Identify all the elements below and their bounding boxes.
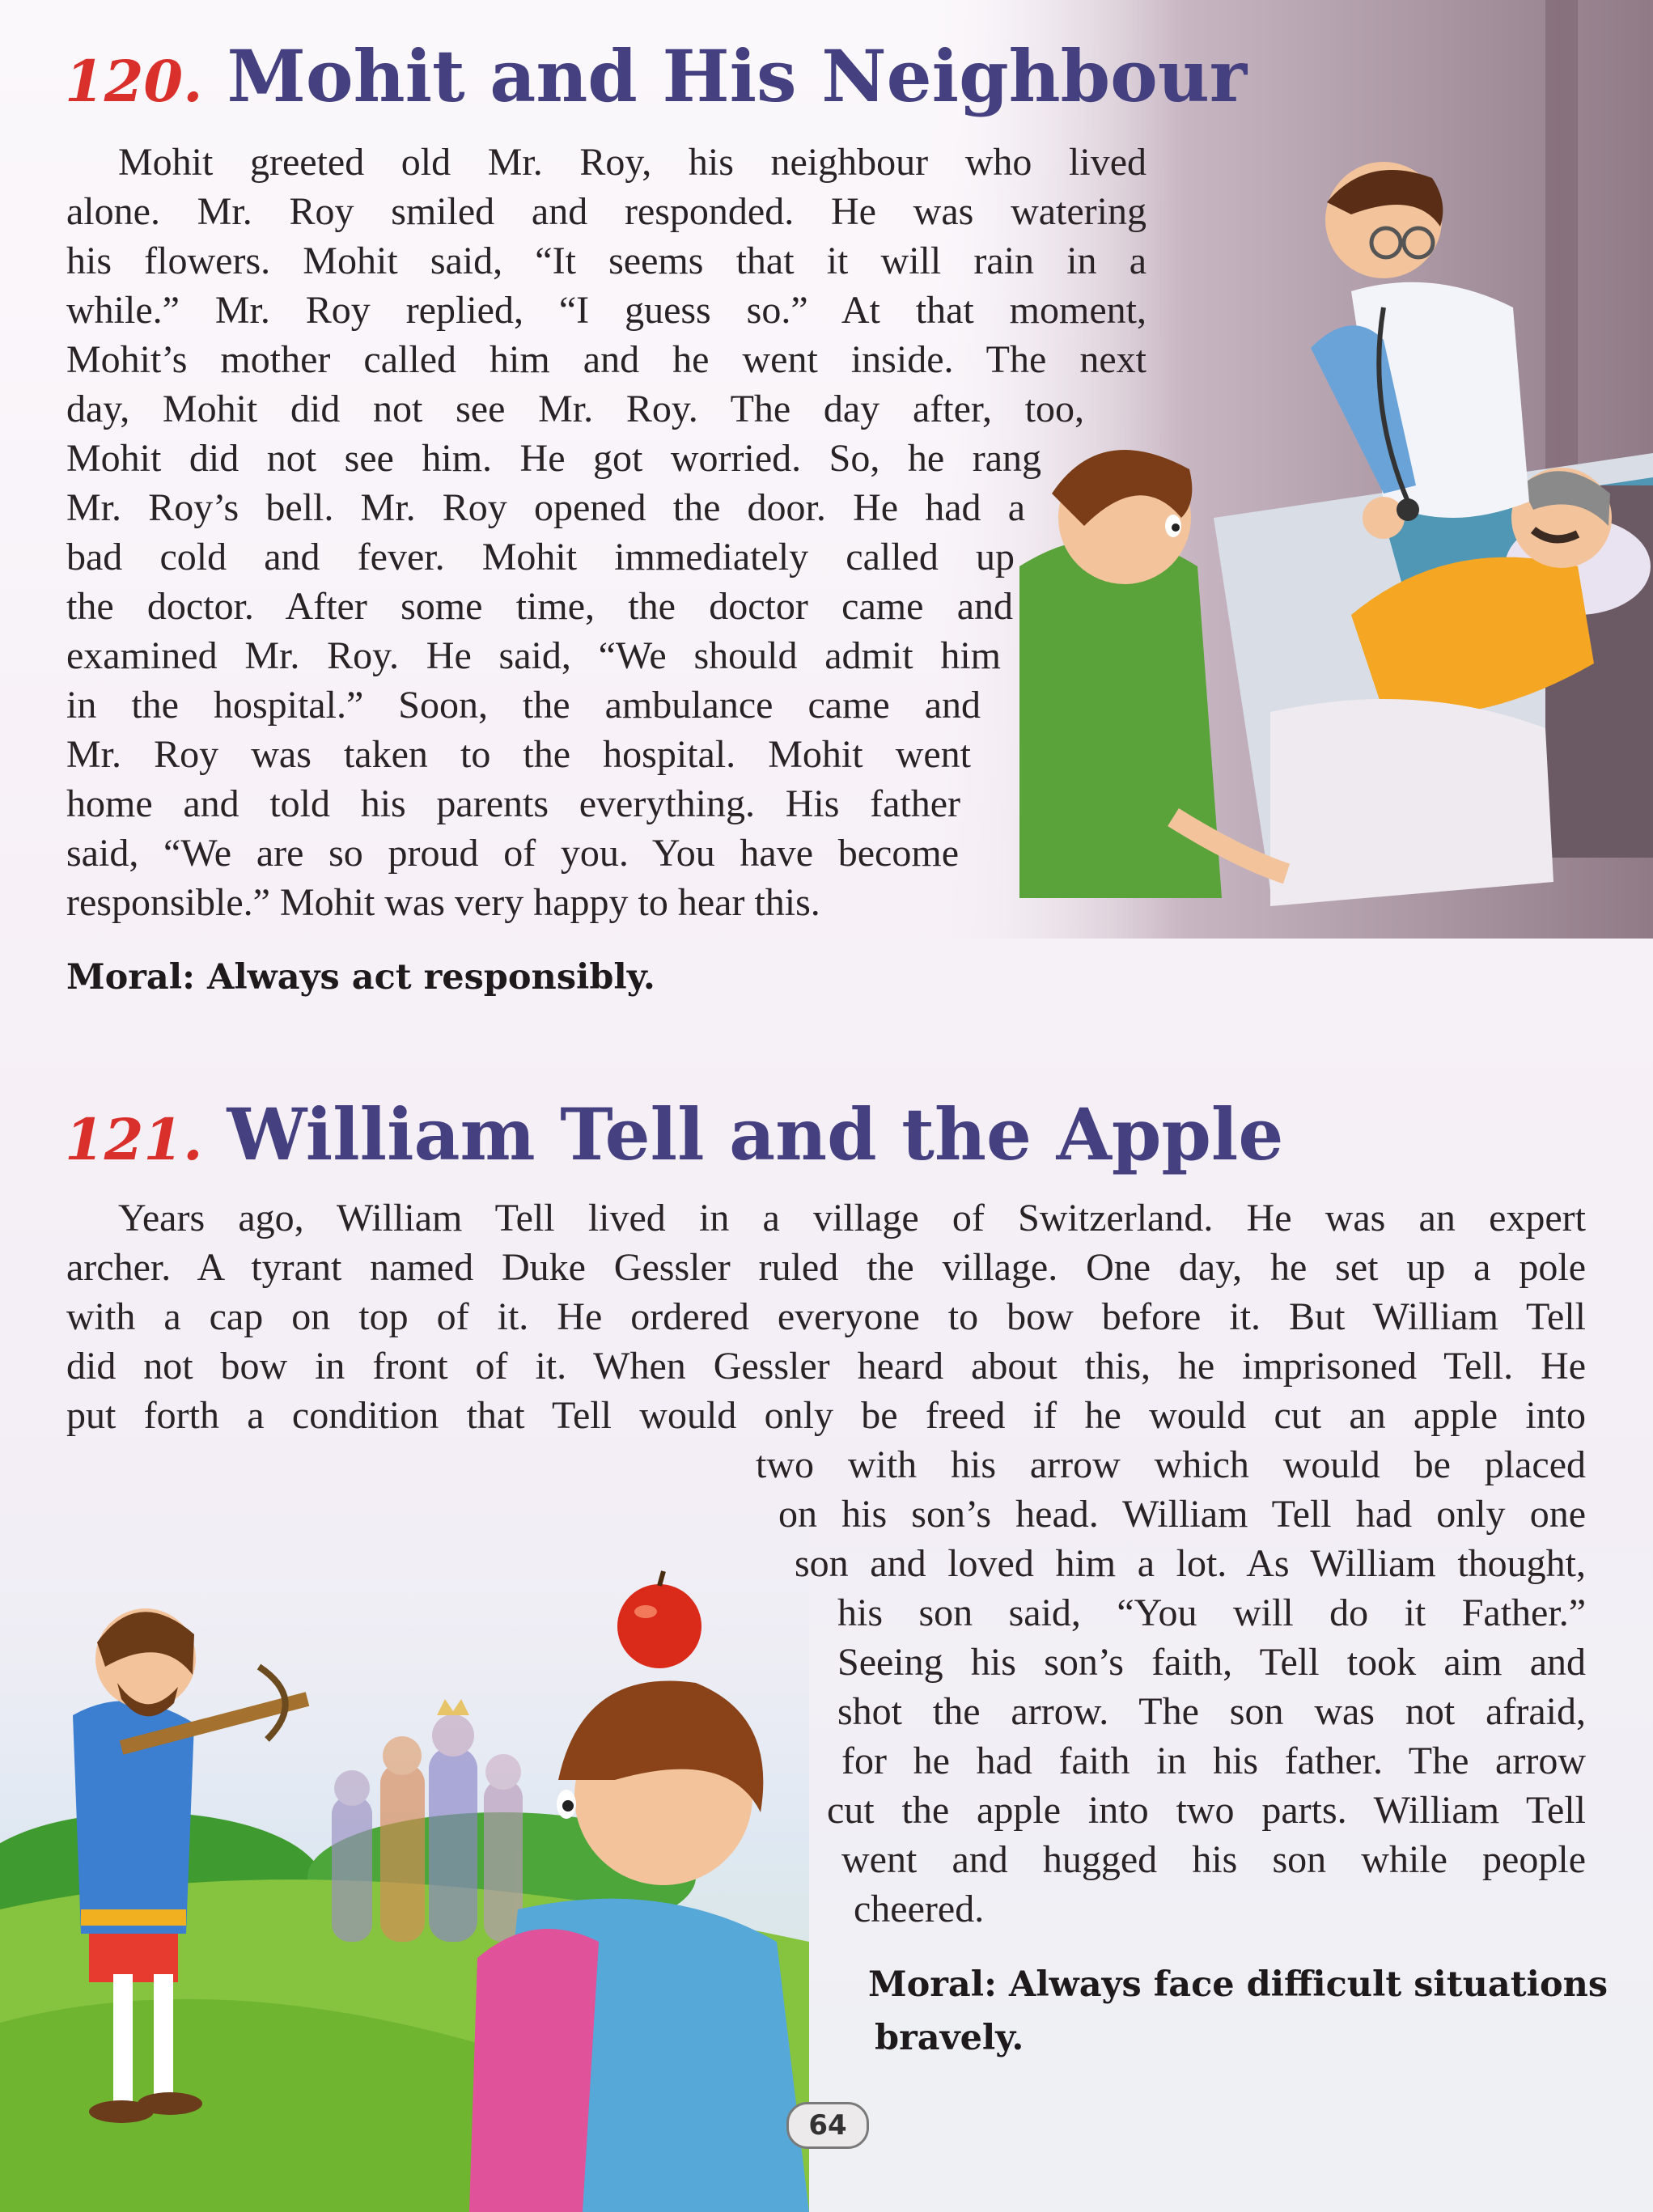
story-title-text: William Tell and the Apple [227, 1092, 1284, 1176]
paragraph-line: Mr. Roy was taken to the hospital. Mohit went [66, 733, 971, 776]
moral-line: bravely. [875, 2018, 1024, 2058]
paragraph-line: with a cap on top of it. He ordered everyone to bow before it. But William Tell [66, 1295, 1586, 1338]
paragraph-line: Mr. Roy’s bell. Mr. Roy opened the door. He had a [66, 486, 1025, 529]
paragraph-line: the doctor. After some time, the doctor came and [66, 585, 1013, 628]
paragraph-line: cheered. [854, 1888, 985, 1930]
moral-text [868, 1958, 1608, 2065]
page-number: 64 [786, 2102, 869, 2149]
moral-text: Moral: Always act responsibly. [66, 957, 655, 998]
paragraph-line: while.” Mr. Roy replied, “I guess so.” At that moment, [66, 289, 1147, 332]
paragraph-line: son and loved him a lot. As William thought, [795, 1542, 1586, 1585]
paragraph-line: went and hugged his son while people [841, 1838, 1586, 1881]
paragraph-line: did not bow in front of it. When Gessler heard about this, he imprisoned Tell. He [66, 1345, 1586, 1388]
paragraph-line: examined Mr. Roy. He said, “We should admit him [66, 634, 1001, 677]
moral-line: Moral: Always face difficult situations [868, 1964, 1608, 2005]
paragraph-line: cut the apple into two parts. William Tell [827, 1789, 1586, 1832]
paragraph-line: his flowers. Mohit said, “It seems that it will rain in a [66, 239, 1147, 282]
story-title [65, 1092, 1283, 1176]
paragraph-line: Seeing his son’s faith, Tell took aim and [837, 1641, 1586, 1684]
paragraph-line: Mohit’s mother called him and he went inside. The next [66, 338, 1147, 381]
paragraph-line: put forth a condition that Tell would only be freed if he would cut an apple into [66, 1394, 1586, 1437]
story-title [65, 34, 1247, 118]
story-number: 121. [65, 1106, 203, 1173]
paragraph-line: in the hospital.” Soon, the ambulance came and [66, 684, 981, 727]
paragraph-line: day, Mohit did not see Mr. Roy. The day after, too, [66, 388, 1084, 430]
paragraph-line: two with his arrow which would be placed [756, 1443, 1586, 1486]
paragraph-line: alone. Mr. Roy smiled and responded. He was watering [66, 190, 1147, 233]
paragraph-line: bad cold and fever. Mohit immediately called up [66, 536, 1015, 578]
paragraph-line: archer. A tyrant named Duke Gessler ruled the village. One day, he set up a pole [66, 1246, 1586, 1289]
story-paragraph [66, 138, 1147, 927]
paragraph-line: Years ago, William Tell lived in a village of Switzerland. He was an expert [118, 1197, 1586, 1239]
paragraph-line: responsible.” Mohit was very happy to hear this. [66, 881, 820, 924]
story-title-text: Mohit and His Neighbour [227, 34, 1248, 118]
paragraph-line: shot the arrow. The son was not afraid, [837, 1690, 1586, 1733]
paragraph-line: his son said, “You will do it Father.” [837, 1591, 1586, 1634]
paragraph-line: Mohit greeted old Mr. Roy, his neighbour who lived [118, 141, 1147, 184]
story-paragraph [66, 1193, 1586, 1934]
paragraph-line: home and told his parents everything. His father [66, 782, 960, 825]
story-number: 120. [65, 48, 203, 115]
paragraph-line: said, “We are so proud of you. You have become [66, 832, 959, 875]
paragraph-line: on his son’s head. William Tell had only one [778, 1493, 1586, 1536]
paragraph-line: Mohit did not see him. He got worried. So, he rang [66, 437, 1041, 480]
paragraph-line: for he had faith in his father. The arrow [841, 1740, 1586, 1782]
